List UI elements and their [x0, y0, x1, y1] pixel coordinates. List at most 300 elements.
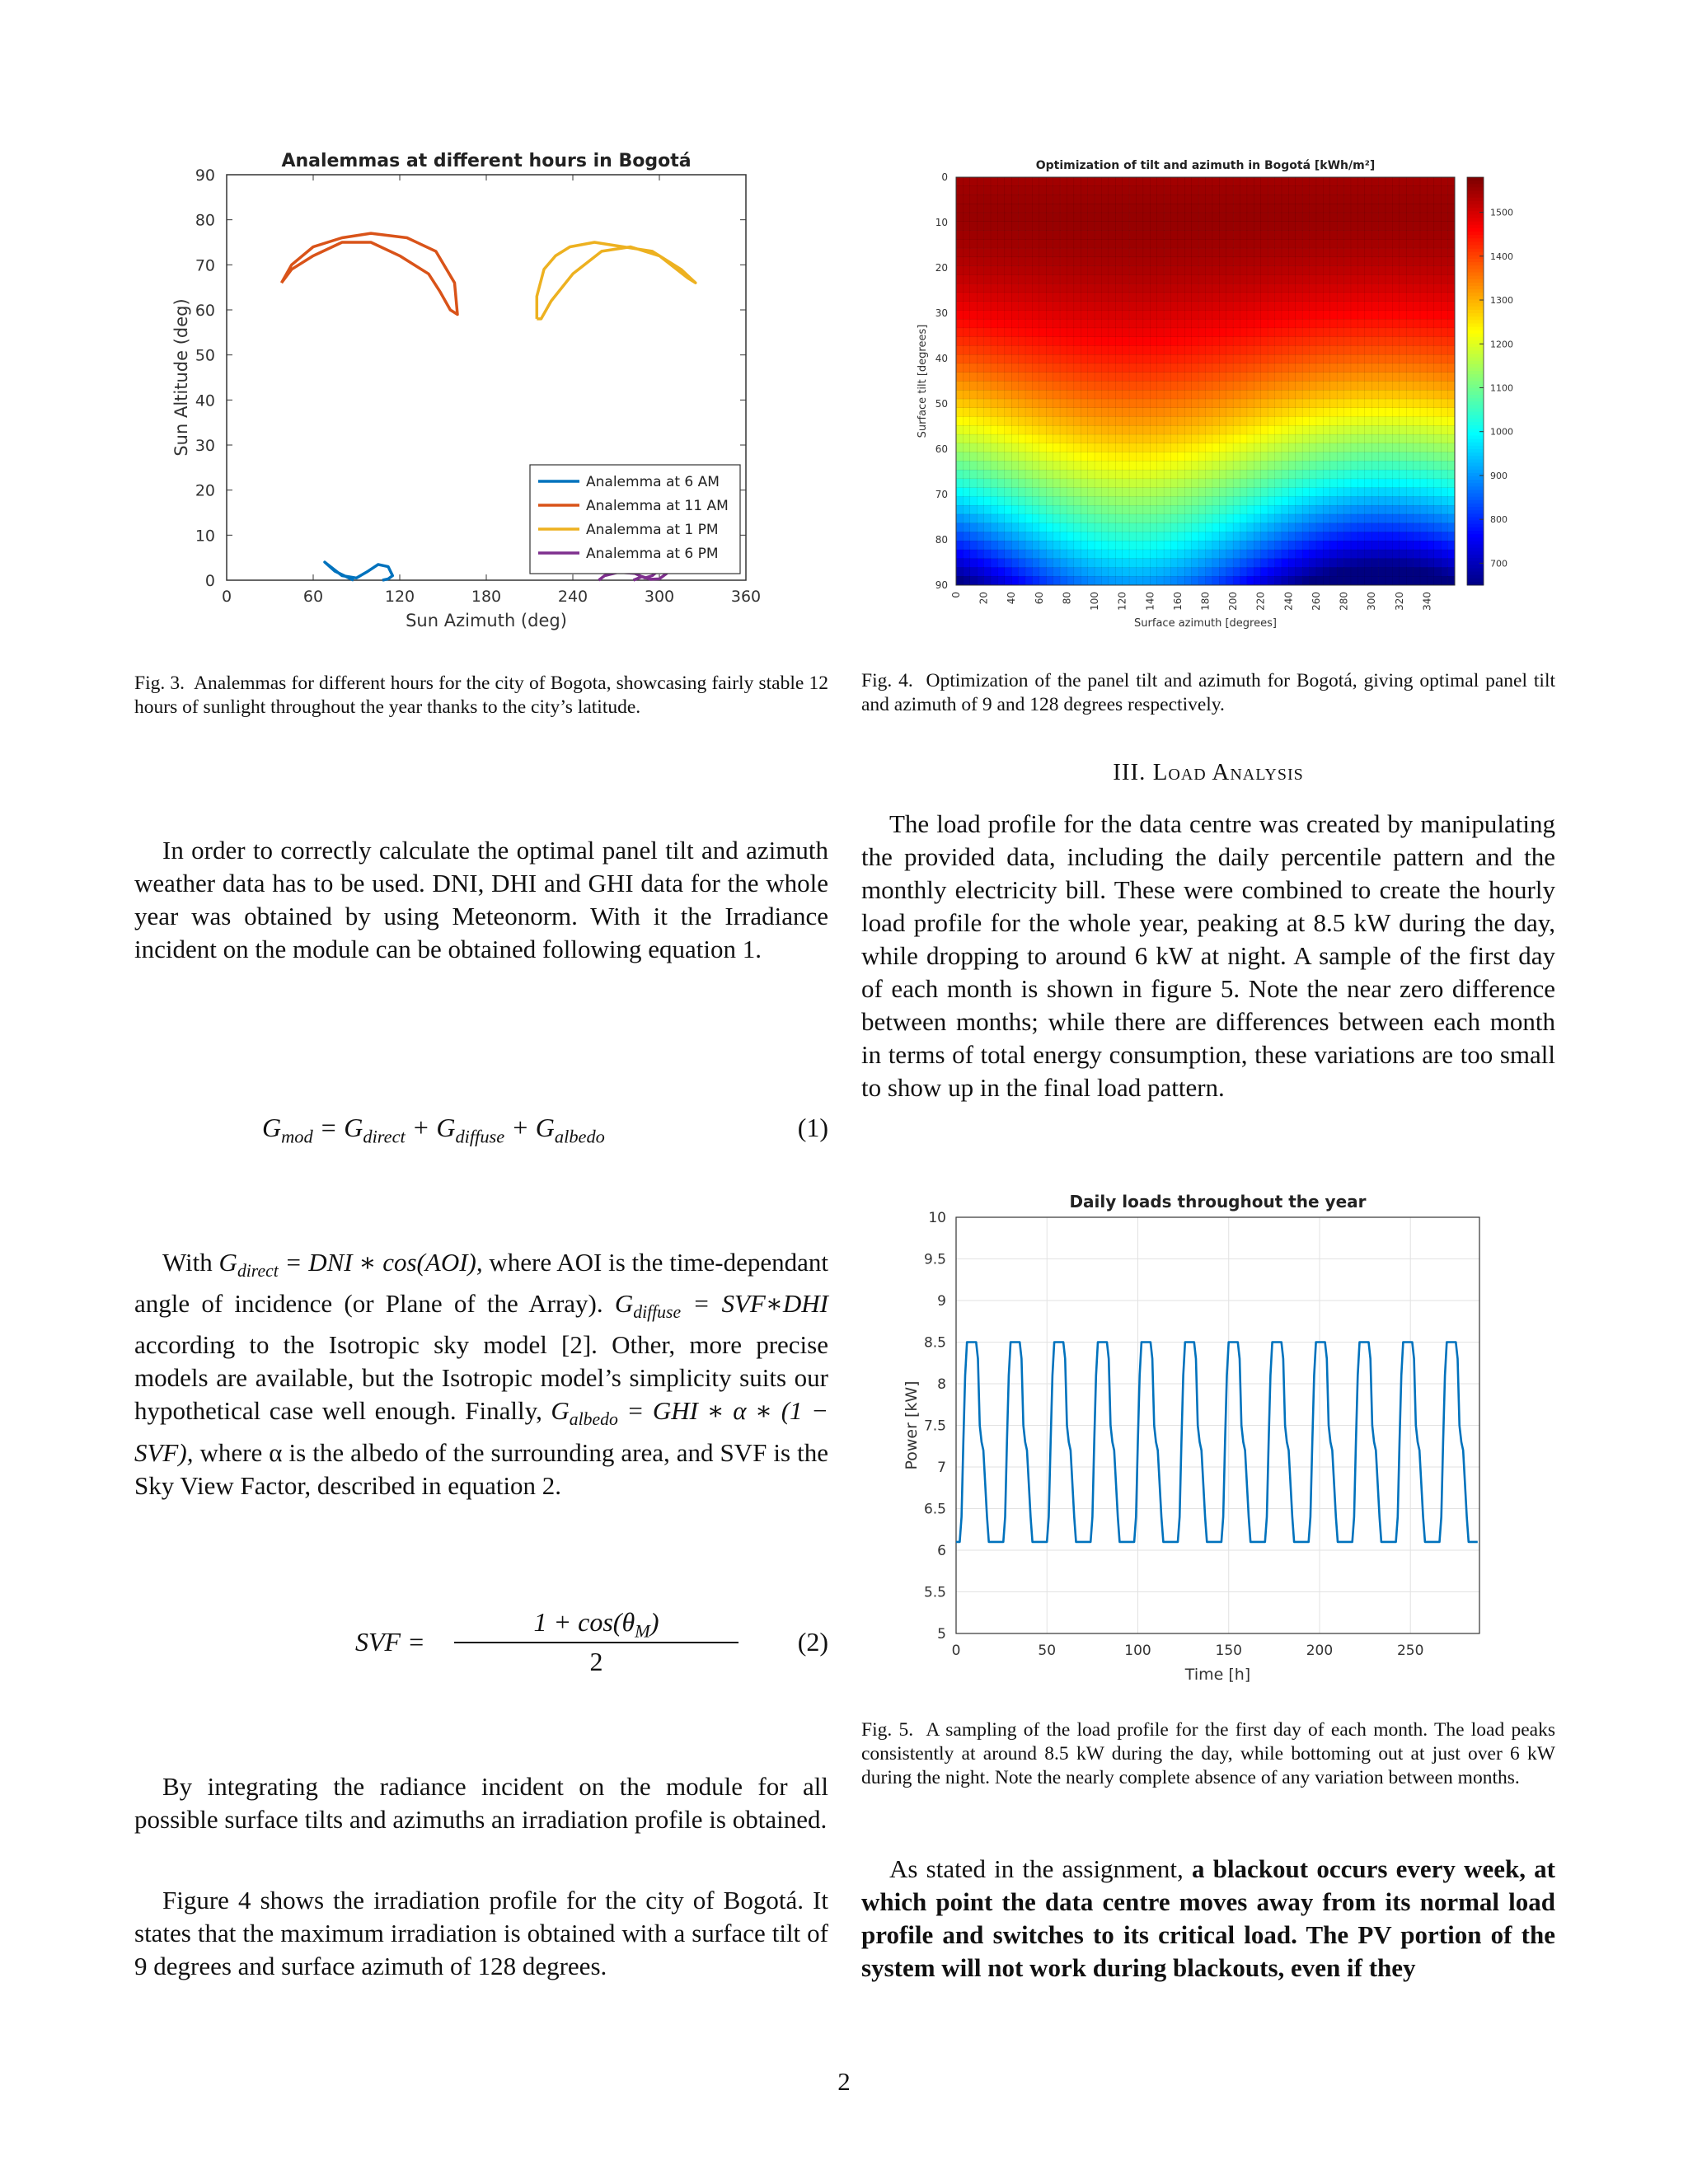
fig4-heatmap-cell: [1178, 310, 1185, 319]
fig4-heatmap-cell: [1261, 496, 1268, 505]
fig4-heatmap-cell: [1115, 523, 1123, 532]
fig4-heatmap-cell: [1427, 532, 1434, 541]
fig4-heatmap-cell: [1136, 417, 1143, 426]
fig4-heatmap-cell: [1060, 479, 1067, 488]
fig4-heatmap-cell: [1414, 479, 1421, 488]
fig4-heatmap-cell: [1392, 567, 1400, 576]
fig4-colorbar-step: [1467, 184, 1484, 188]
fig4-heatmap-cell: [1310, 470, 1317, 479]
fig4-heatmap-cell: [1143, 186, 1151, 195]
fig4-heatmap-cell: [1282, 213, 1289, 222]
fig4-heatmap-cell: [1379, 284, 1386, 293]
fig4-heatmap-cell: [1400, 390, 1407, 399]
fig4-heatmap-cell: [1379, 354, 1386, 363]
fig4-heatmap-cell: [1192, 328, 1199, 337]
fig4-heatmap-cell: [1005, 373, 1012, 382]
fig4-heatmap-cell: [1039, 488, 1047, 497]
fig4-heatmap-cell: [1025, 576, 1033, 585]
fig4-heatmap-cell: [991, 274, 998, 284]
fig4-heatmap-cell: [1074, 514, 1081, 523]
fig4-heatmap-cell: [1088, 559, 1095, 568]
fig4-heatmap-cell: [1406, 434, 1414, 443]
fig4-heatmap-cell: [1129, 328, 1137, 337]
fig4-heatmap-cell: [1268, 505, 1275, 514]
fig4-heatmap-cell: [1420, 408, 1428, 417]
fig4-heatmap-cell: [1392, 425, 1400, 434]
fig4-heatmap-cell: [1420, 222, 1428, 231]
fig4-heatmap-cell: [1046, 443, 1053, 452]
fig4-heatmap-cell: [956, 514, 964, 523]
fig4-heatmap-cell: [1184, 293, 1192, 302]
fig4-heatmap-cell: [1406, 302, 1414, 311]
fig4-heatmap-cell: [1129, 514, 1137, 523]
fig4-heatmap-cell: [1170, 390, 1178, 399]
fig4-heatmap-cell: [1192, 310, 1199, 319]
fig4-heatmap-cell: [1226, 382, 1234, 391]
fig4-heatmap-cell: [977, 479, 984, 488]
fig4-heatmap-cell: [1178, 345, 1185, 354]
fig4-heatmap-cell: [1406, 505, 1414, 514]
fig4-heatmap-cell: [1316, 266, 1324, 275]
fig4-heatmap-cell: [1123, 293, 1130, 302]
fig4-heatmap-cell: [1261, 328, 1268, 337]
fig4-heatmap-cell: [1219, 213, 1226, 222]
fig4-heatmap-cell: [1406, 399, 1414, 408]
fig4-ytick-label: 20: [935, 262, 948, 274]
fig4-heatmap-cell: [1323, 479, 1330, 488]
fig4-heatmap-cell: [1316, 532, 1324, 541]
fig4-ytick-label: 80: [935, 534, 948, 546]
fig4-heatmap-cell: [1198, 354, 1206, 363]
fig4-heatmap-cell: [1039, 337, 1047, 346]
fig4-heatmap-cell: [1129, 550, 1137, 559]
fig4-heatmap-cell: [1316, 328, 1324, 337]
fig4-heatmap-cell: [1178, 328, 1185, 337]
fig4-colorbar-step: [1467, 371, 1484, 375]
fig4-heatmap-cell: [984, 470, 992, 479]
fig4-heatmap-cell: [1039, 559, 1047, 568]
fig4-heatmap-cell: [1344, 479, 1352, 488]
fig4-heatmap-cell: [1074, 195, 1081, 204]
fig4-heatmap-cell: [1025, 390, 1033, 399]
fig4-heatmap-cell: [1150, 248, 1157, 257]
fig4-heatmap-cell: [1095, 274, 1102, 284]
fig4-heatmap-cell: [1025, 417, 1033, 426]
fig4-heatmap-cell: [1247, 337, 1254, 346]
fig4-heatmap-cell: [1344, 337, 1352, 346]
fig4-heatmap-cell: [1357, 417, 1365, 426]
fig4-heatmap-cell: [970, 213, 978, 222]
fig4-heatmap-cell: [1115, 390, 1123, 399]
fig4-heatmap-cell: [1123, 328, 1130, 337]
fig4-heatmap-cell: [1427, 363, 1434, 373]
fig4-heatmap-cell: [991, 310, 998, 319]
fig4-heatmap-cell: [1109, 319, 1116, 328]
fig4-heatmap-cell: [963, 567, 970, 576]
fig4-heatmap-cell: [1441, 213, 1448, 222]
fig4-heatmap-cell: [1184, 399, 1192, 408]
fig4-heatmap-cell: [1323, 248, 1330, 257]
fig4-heatmap-cell: [1157, 496, 1165, 505]
fig4-heatmap-cell: [1060, 576, 1067, 585]
fig4-heatmap-cell: [1060, 337, 1067, 346]
fig4-heatmap-cell: [1143, 257, 1151, 266]
fig4-heatmap-cell: [1046, 319, 1053, 328]
fig4-heatmap-cell: [1448, 567, 1456, 576]
fig4-heatmap-cell: [1129, 213, 1137, 222]
fig4-heatmap-cell: [1143, 505, 1151, 514]
fig4-heatmap-cell: [1212, 470, 1220, 479]
fig4-heatmap-cell: [1379, 274, 1386, 284]
fig4-colorbar-step: [1467, 269, 1484, 273]
fig4-heatmap-cell: [1406, 186, 1414, 195]
fig4-heatmap-cell: [1406, 195, 1414, 204]
fig4-heatmap-cell: [1170, 257, 1178, 266]
fig4-heatmap-cell: [1441, 550, 1448, 559]
fig4-heatmap-cell: [1025, 434, 1033, 443]
fig4-heatmap-cell: [1427, 479, 1434, 488]
fig4-heatmap-cell: [1365, 266, 1372, 275]
fig4-heatmap-cell: [1019, 354, 1026, 363]
fig4-heatmap-cell: [1150, 576, 1157, 585]
fig4-heatmap-cell: [1032, 186, 1039, 195]
fig4-heatmap-cell: [984, 195, 992, 204]
fig4-colorbar-label: 1400: [1490, 251, 1513, 262]
fig4-heatmap-cell: [1067, 434, 1074, 443]
fig4-colorbar: [1467, 177, 1484, 586]
fig4-heatmap-cell: [1212, 195, 1220, 204]
fig4-heatmap-cell: [1095, 576, 1102, 585]
fig4-heatmap-cell: [1157, 452, 1165, 462]
fig4-heatmap-cell: [1136, 559, 1143, 568]
fig4-heatmap-cell: [1032, 425, 1039, 434]
fig4-heatmap-cell: [1081, 382, 1088, 391]
fig4-heatmap-cell: [1136, 488, 1143, 497]
fig4-heatmap-cell: [1011, 399, 1019, 408]
fig4-heatmap-cell: [956, 363, 964, 373]
fig4-heatmap-cell: [1101, 470, 1109, 479]
fig4-heatmap-cell: [1088, 532, 1095, 541]
fig4-heatmap-cell: [1184, 434, 1192, 443]
fig4-heatmap-cell: [1365, 417, 1372, 426]
fig4-heatmap-cell: [1212, 328, 1220, 337]
fig4-colorbar-step: [1467, 323, 1484, 327]
fig4-heatmap-cell: [1288, 505, 1296, 514]
fig4-heatmap-cell: [1427, 293, 1434, 302]
fig4-heatmap-cell: [1316, 541, 1324, 550]
fig4-heatmap-cell: [1212, 541, 1220, 550]
fig4-heatmap-cell: [1192, 195, 1199, 204]
fig4-heatmap-cell: [1198, 399, 1206, 408]
fig4-heatmap-cell: [970, 239, 978, 248]
fig4-heatmap-cell: [1302, 186, 1310, 195]
fig4-heatmap-cell: [991, 399, 998, 408]
fig4-heatmap-cell: [1164, 319, 1171, 328]
fig4-heatmap-cell: [1400, 354, 1407, 363]
fig4-heatmap-cell: [1039, 470, 1047, 479]
fig4-heatmap-cell: [1316, 319, 1324, 328]
fig4-heatmap-cell: [1406, 567, 1414, 576]
fig4-heatmap-cell: [1282, 302, 1289, 311]
fig4-heatmap-cell: [1414, 293, 1421, 302]
fig4-heatmap-cell: [1386, 354, 1393, 363]
fig4-heatmap-cell: [1275, 399, 1282, 408]
fig4-heatmap-cell: [1025, 532, 1033, 541]
fig4-heatmap-cell: [1164, 257, 1171, 266]
fig4-heatmap-cell: [1288, 479, 1296, 488]
fig4-heatmap-cell: [1434, 328, 1442, 337]
fig4-heatmap-cell: [1192, 541, 1199, 550]
fig4-heatmap-cell: [1081, 461, 1088, 470]
fig4-heatmap-cell: [970, 310, 978, 319]
fig4-heatmap-cell: [1296, 328, 1303, 337]
fig4-caption-text: Optimization of the panel tilt and azimuth for Bogotá, giving optimal panel tilt and azimuth of 9 and 128 degrees respectively.: [861, 670, 1555, 715]
fig4-heatmap-cell: [1240, 363, 1248, 373]
fig4-heatmap-cell: [1240, 550, 1248, 559]
fig3-xtick-label: 240: [557, 588, 588, 606]
fig4-heatmap-cell: [1414, 274, 1421, 284]
fig4-heatmap-cell: [1170, 222, 1178, 231]
fig4-heatmap-cell: [1316, 425, 1324, 434]
fig4-heatmap-cell: [1011, 434, 1019, 443]
fig4-heatmap-cell: [1275, 186, 1282, 195]
fig4-heatmap-cell: [1053, 213, 1061, 222]
fig4-heatmap-cell: [1219, 523, 1226, 532]
fig4-heatmap-cell: [1247, 239, 1254, 248]
fig4-heatmap-cell: [977, 382, 984, 391]
fig4-heatmap-cell: [1323, 310, 1330, 319]
fig4-heatmap-cell: [1046, 496, 1053, 505]
fig4-heatmap-cell: [1053, 443, 1061, 452]
fig4-heatmap-cell: [1123, 204, 1130, 213]
fig4-colorbar-step: [1467, 545, 1484, 549]
fig4-heatmap-cell: [1005, 496, 1012, 505]
fig4-heatmap-cell: [1302, 284, 1310, 293]
fig4-heatmap-cell: [1247, 470, 1254, 479]
fig4-heatmap-cell: [1240, 461, 1248, 470]
fig4-heatmap-cell: [1184, 417, 1192, 426]
fig4-heatmap-cell: [1123, 302, 1130, 311]
fig4-heatmap-cell: [1282, 488, 1289, 497]
fig4-heatmap-cell: [997, 390, 1005, 399]
fig4-heatmap-cell: [1282, 239, 1289, 248]
fig4-heatmap-cell: [1025, 550, 1033, 559]
fig4-heatmap-cell: [1420, 382, 1428, 391]
fig4-heatmap-cell: [1247, 373, 1254, 382]
fig4-heatmap-cell: [1372, 382, 1379, 391]
fig4-heatmap-cell: [1067, 399, 1074, 408]
fig4-heatmap-cell: [1219, 550, 1226, 559]
fig4-heatmap-cell: [1400, 186, 1407, 195]
fig4-heatmap-cell: [1219, 567, 1226, 576]
fig4-heatmap-cell: [1219, 248, 1226, 257]
fig4-heatmap-cell: [1212, 222, 1220, 231]
fig4-heatmap-cell: [1268, 231, 1275, 240]
fig4-heatmap-cell: [1386, 488, 1393, 497]
fig4-heatmap-cell: [1310, 425, 1317, 434]
fig4-caption: [861, 669, 1555, 717]
fig4-heatmap-cell: [1081, 399, 1088, 408]
fig4-heatmap-cell: [1316, 177, 1324, 186]
fig4-heatmap-cell: [1357, 328, 1365, 337]
fig4-heatmap-cell: [1164, 576, 1171, 585]
fig4-heatmap-cell: [1379, 310, 1386, 319]
fig4-heatmap-cell: [1392, 345, 1400, 354]
fig4-heatmap-cell: [1164, 266, 1171, 275]
fig4-heatmap-cell: [1032, 443, 1039, 452]
fig4-heatmap-cell: [1115, 266, 1123, 275]
fig4-heatmap-cell: [1233, 434, 1240, 443]
fig4-heatmap-cell: [1115, 222, 1123, 231]
fig4-heatmap-cell: [1344, 302, 1352, 311]
fig4-heatmap-cell: [1101, 523, 1109, 532]
fig4-heatmap-cell: [1288, 186, 1296, 195]
fig4-heatmap-cell: [1053, 373, 1061, 382]
fig4-heatmap-cell: [1074, 505, 1081, 514]
fig4-heatmap-cell: [1379, 213, 1386, 222]
fig4-heatmap-cell: [1240, 496, 1248, 505]
fig4-heatmap-cell: [1268, 177, 1275, 186]
fig4-xtick-label: 0: [950, 592, 962, 598]
fig4-heatmap-cell: [1184, 266, 1192, 275]
fig4-heatmap-cell: [1392, 239, 1400, 248]
fig4-heatmap-cell: [1226, 425, 1234, 434]
fig4-heatmap-cell: [1046, 567, 1053, 576]
fig4-heatmap-cell: [1233, 363, 1240, 373]
fig4-heatmap-cell: [1330, 257, 1338, 266]
fig4-heatmap-cell: [1019, 373, 1026, 382]
fig4-heatmap-cell: [1019, 328, 1026, 337]
fig4-heatmap-cell: [1219, 452, 1226, 462]
fig4-heatmap-cell: [1046, 382, 1053, 391]
fig4-heatmap-cell: [1434, 541, 1442, 550]
fig4-heatmap-cell: [1115, 204, 1123, 213]
fig4-heatmap-cell: [977, 204, 984, 213]
fig4-heatmap-cell: [1053, 434, 1061, 443]
fig4-heatmap-cell: [1025, 461, 1033, 470]
fig4-heatmap-cell: [1275, 567, 1282, 576]
fig4-heatmap-cell: [1143, 470, 1151, 479]
fig4-heatmap-cell: [1392, 488, 1400, 497]
fig4-heatmap-cell: [1392, 302, 1400, 311]
fig4-heatmap-cell: [1143, 559, 1151, 568]
fig4-heatmap-cell: [1351, 505, 1358, 514]
fig4-heatmap-cell: [963, 550, 970, 559]
fig4-heatmap-cell: [1337, 488, 1344, 497]
fig4-heatmap-cell: [1101, 461, 1109, 470]
fig4-heatmap-cell: [1115, 443, 1123, 452]
fig4-heatmap-cell: [1212, 559, 1220, 568]
fig4-heatmap-cell: [1372, 274, 1379, 284]
fig4-heatmap-cell: [1365, 390, 1372, 399]
fig4-heatmap-cell: [1025, 399, 1033, 408]
fig4-heatmap-cell: [1053, 532, 1061, 541]
fig4-heatmap-cell: [1268, 425, 1275, 434]
fig4-heatmap-cell: [1414, 443, 1421, 452]
fig4-heatmap-cell: [1005, 363, 1012, 373]
fig4-heatmap-cell: [1420, 479, 1428, 488]
fig4-heatmap-cell: [1053, 399, 1061, 408]
fig4-colorbar-step: [1467, 235, 1484, 239]
fig4-heatmap-cell: [1219, 541, 1226, 550]
fig4-heatmap-cell: [1226, 222, 1234, 231]
fig4-colorbar-step: [1467, 422, 1484, 426]
fig4-heatmap-cell: [1053, 266, 1061, 275]
fig4-heatmap-cell: [1288, 274, 1296, 284]
fig4-heatmap-cell: [1420, 417, 1428, 426]
fig4-heatmap-cell: [1129, 576, 1137, 585]
fig4-heatmap-cell: [1372, 310, 1379, 319]
fig5-caption: [861, 1718, 1555, 1790]
fig4-heatmap-cell: [1275, 452, 1282, 462]
fig4-heatmap-cell: [1323, 337, 1330, 346]
fig4-heatmap-cell: [1157, 293, 1165, 302]
fig4-heatmap-cell: [1143, 523, 1151, 532]
fig4-heatmap-cell: [1400, 382, 1407, 391]
fig4-heatmap-cell: [1379, 505, 1386, 514]
fig4-heatmap-cell: [1240, 354, 1248, 363]
fig4-heatmap-cell: [1067, 443, 1074, 452]
fig4-heatmap-cell: [1067, 559, 1074, 568]
fig4-heatmap-cell: [1357, 399, 1365, 408]
fig4-heatmap-cell: [1178, 204, 1185, 213]
fig4-heatmap-cell: [1372, 177, 1379, 186]
fig4-heatmap-cell: [1240, 443, 1248, 452]
fig4-colorbar-step: [1467, 276, 1484, 280]
fig4-colorbar-step: [1467, 180, 1484, 185]
fig4-heatmap-cell: [1379, 567, 1386, 576]
fig4-heatmap-cell: [1088, 248, 1095, 257]
fig4-heatmap-cell: [1143, 373, 1151, 382]
fig4-heatmap-cell: [1448, 488, 1456, 497]
fig4-heatmap-cell: [1226, 195, 1234, 204]
fig4-colorbar-step: [1467, 377, 1484, 382]
fig4-heatmap-cell: [1005, 266, 1012, 275]
fig4-heatmap-cell: [1386, 532, 1393, 541]
fig4-heatmap-cell: [1330, 373, 1338, 382]
fig4-heatmap-cell: [1448, 204, 1456, 213]
fig4-heatmap-cell: [1400, 195, 1407, 204]
fig4-heatmap-cell: [1261, 434, 1268, 443]
fig4-heatmap-cell: [1323, 434, 1330, 443]
fig4-heatmap-cell: [1164, 239, 1171, 248]
fig5-xtick-label: 250: [1396, 1643, 1424, 1659]
fig4-heatmap-cell: [1005, 488, 1012, 497]
fig4-heatmap-cell: [1212, 443, 1220, 452]
fig4-heatmap-cell: [1406, 576, 1414, 585]
fig4-heatmap-cell: [1025, 363, 1033, 373]
fig4-heatmap-cell: [1046, 505, 1053, 514]
fig4-heatmap-cell: [1392, 541, 1400, 550]
fig4-heatmap-cell: [1323, 213, 1330, 222]
fig4-heatmap-cell: [1434, 363, 1442, 373]
fig4-heatmap-cell: [1427, 284, 1434, 293]
fig4-heatmap-cell: [1011, 576, 1019, 585]
fig4-heatmap-cell: [1150, 373, 1157, 382]
fig4-heatmap-cell: [1247, 186, 1254, 195]
fig4-heatmap-cell: [977, 186, 984, 195]
fig4-heatmap-cell: [1095, 186, 1102, 195]
fig4-heatmap-cell: [1115, 239, 1123, 248]
fig4-xlabel: Surface azimuth [degrees]: [1134, 617, 1277, 630]
fig4-heatmap-cell: [1212, 284, 1220, 293]
fig4-heatmap-cell: [1170, 559, 1178, 568]
equation-2-fraction-bar: [454, 1642, 738, 1643]
fig4-heatmap-cell: [1357, 373, 1365, 382]
fig4-heatmap-cell: [1157, 408, 1165, 417]
fig4-heatmap-cell: [1420, 434, 1428, 443]
fig4-heatmap-cell: [1095, 195, 1102, 204]
